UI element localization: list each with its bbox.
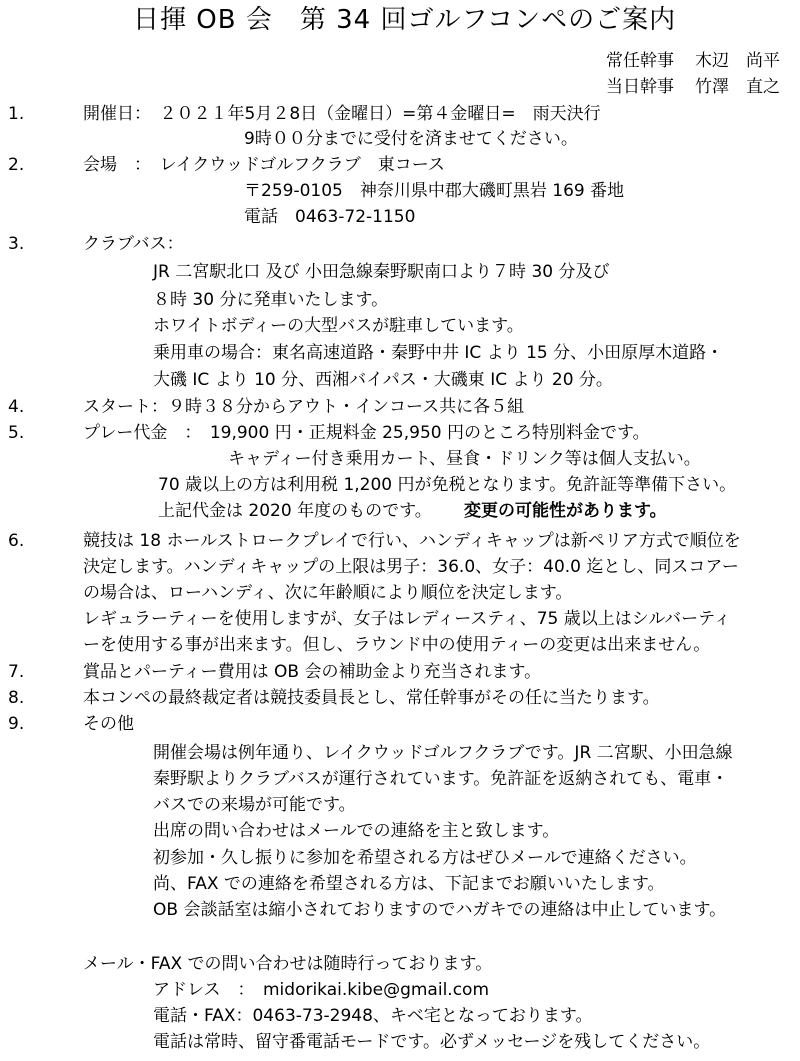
item-number: 4. — [8, 397, 25, 417]
venue-address: 〒259-0105 神奈川県中郡大磯町黒岩 169 番地 — [244, 181, 625, 201]
other-line: 初参加・久し振りに参加を希望される方はぜひメールで連絡ください。 — [153, 848, 697, 868]
bus-line: ホワイトボディーの大型バスが駐車しています。 — [153, 316, 524, 336]
item-date: 開催日： ２０２１年5月２8日（金曜日）=第４金曜日= 雨天決行 — [83, 104, 601, 124]
other-line: バスでの来場が可能です。 — [153, 795, 356, 815]
other-line: 尚、FAX での連絡を希望される方は、下記までお願いいたします。 — [153, 874, 665, 894]
item-number: 6. — [8, 531, 25, 551]
rules-line: 決定します。ハンディキャップの上限は男子：36.0、女子：40.0 迄とし、同スコアー — [83, 557, 739, 577]
organizer-role: 当日幹事 — [606, 77, 674, 97]
item-number: 8. — [8, 688, 25, 708]
fee-line: 70 歳以上の方は利用税 1,200 円が免税となります。免許証等準備下さい。 — [158, 475, 737, 495]
item-number: 7. — [8, 662, 25, 682]
organizer-name: 竹澤 直之 — [695, 77, 780, 97]
item-date-note: 9時００分までに受付を済ませてください。 — [244, 129, 578, 149]
page-title: 日揮 OB 会 第 34 回ゴルフコンペのご案内 — [133, 5, 677, 35]
rules-line: の場合は、ローハンディ、次に年齢順により順位を決定します。 — [83, 583, 573, 603]
item-fee: プレー代金 ： 19,900 円・正規料金 25,950 円のところ特別料金です。 — [83, 423, 650, 443]
item-venue: 会場 ： レイクウッドゴルフクラブ 東コース — [83, 155, 445, 175]
item-number: 9. — [8, 714, 25, 734]
other-line: 開催会場は例年通り、レイクウッドゴルフクラブです。JR 二宮駅、小田急線 — [153, 743, 733, 763]
item-number: 5. — [8, 423, 25, 443]
other-line: OB 会談話室は縮小されておりますのでハガキでの連絡は中止しています。 — [153, 900, 727, 920]
item-number: 2. — [8, 155, 25, 175]
other-line: 秦野駅よりクラブバスが運行されています。免許証を返納されても、電車・ — [153, 769, 729, 789]
item-number: 1. — [8, 104, 25, 124]
item-club-bus: クラブバス： — [83, 234, 184, 254]
item-other: その他 — [83, 714, 134, 734]
venue-phone: 電話 0463-72-1150 — [244, 207, 416, 227]
rules-line: 競技は 18 ホールストロークプレイで行い、ハンディキャップは新ペリア方式で順位を — [83, 531, 741, 551]
contact-fax: 電話・FAX：0463-73-2948、キベ宅となっております。 — [153, 1006, 593, 1026]
bus-line: 乗用車の場合：東名高速道路・秦野中井 IC より 15 分、小田原厚木道路・ — [153, 343, 724, 363]
organizer-role: 常任幹事 — [606, 51, 674, 71]
contact-email: アドレス ： midorikai.kibe@gmail.com — [153, 980, 490, 1000]
item-number: 3. — [8, 234, 25, 254]
fee-change-notice: 変更の可能性があります。 — [464, 501, 667, 521]
fee-line: 上記代金は 2020 年度のものです。 — [158, 501, 432, 521]
item-prizes: 賞品とパーティー費用は OB 会の補助金より充当されます。 — [83, 662, 542, 682]
bus-line: ８時 30 分に発車いたします。 — [153, 290, 389, 310]
bus-line: 大磯 IC より 10 分、西湘バイパス・大磯東 IC より 20 分。 — [153, 370, 613, 390]
item-start: スタート：９時３８分からアウト・インコース共に各５組 — [83, 397, 525, 417]
other-line: 出席の問い合わせはメールでの連絡を主と致します。 — [153, 821, 560, 841]
contact-note: 電話は常時、留守番電話モードです。必ずメッセージを残してください。 — [153, 1032, 711, 1052]
bus-line: JR 二宮駅北口 及び 小田急線秦野駅南口より７時 30 分及び — [153, 262, 610, 282]
contact-heading: メール・FAX での問い合わせは随時行っております。 — [83, 954, 493, 974]
item-referee: 本コンペの最終裁定者は競技委員長とし、常任幹事がその任に当たります。 — [83, 688, 660, 708]
rules-line: レギュラーティーを使用しますが、女子はレディースティ、75 歳以上はシルバーティ — [83, 609, 731, 629]
organizer-name: 木辺 尚平 — [695, 51, 780, 71]
fee-line: キャディー付き乗用カート、昼食・ドリンク等は個人支払い。 — [228, 449, 701, 469]
rules-line: ーを使用する事が出来ます。但し、ラウンド中の使用ティーの変更は出来ません。 — [83, 635, 711, 655]
